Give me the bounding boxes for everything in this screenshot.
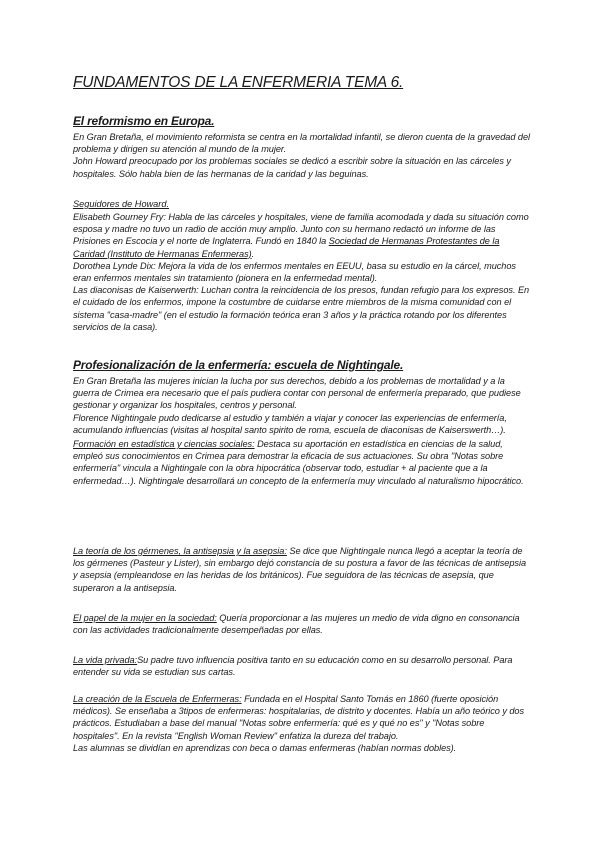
paragraph-text: Elisabeth Gourney Fry: Habla de las cárceles y hospitales, viene de familia acomodada y dada su situación como esposa y madre no tuvo un radio de acción muy amplio. Junto con su hermano redactó un informe de las Prisiones en Escocia y el norte de Inglaterra. Fundó en 1840 la <box>73 212 529 247</box>
block-label: La vida privada: <box>73 655 138 665</box>
block-label: Formación en estadística y ciencias sociales: <box>73 439 255 449</box>
section-heading-profesionalizacion: Profesionalización de la enfermería: escuela de Nightingale. <box>73 358 404 372</box>
paragraph <box>73 545 533 594</box>
section-body-reformismo <box>73 131 533 180</box>
paragraph: Las diaconisas de Kaiserwerth: Luchan contra la reincidencia de los presos, fundan refugio para los expresos. En el cuidado de los enfermos, impone la costumbre de cuidarse entre miembros de la misma comunidad con el sistema "casa-madre" (en el estudio la formación teórica eran 3 años y la práctica rotando por los diferentes servicios de la casa). <box>73 285 530 332</box>
section-heading-reformismo: El reformismo en Europa. <box>73 114 215 128</box>
paragraph: Las alumnas se dividían en aprendizas con beca o damas enfermeras (habían normas dobles). <box>73 742 457 753</box>
paragraph <box>73 693 533 742</box>
paragraph <box>73 438 533 487</box>
block-text: Se dice que Nightingale nunca llegó a aceptar la teoría de los gérmenes (Pasteur y Lister), sin embargo dejó constancia de su postura a favor de las técnicas de antisepsia y asepsia (empleandose en las heridas de los británicos). Fue seguidora de las técnicas de asepsia, que superaron a la antisepsia. <box>73 546 527 593</box>
paragraph-text: . <box>251 248 255 259</box>
block-label: La creación de la Escuela de Enfermeras: <box>73 694 242 704</box>
block-formacion <box>73 438 533 487</box>
block-text: Su padre tuvo influencia positiva tanto en su educación como en su desarrollo personal. Para entender su vida se estudian sus cartas. <box>73 655 513 678</box>
paragraph: En Gran Bretaña las mujeres inician la lucha por sus derechos, debido a los problemas de mortalidad y a la guerra de Crimea era necesario que el país pudiera contar con personal de enfermería preparado, que pudiese gestionar y organizar los hospitales, centros y personal. <box>73 376 521 411</box>
paragraph: Florence Nightingale pudo dedicarse al estudio y también a viajar y conocer las experiencias de enfermería, acumulando influencias (visitas al hospital santo spirito de roma, escuela de diaconisas de Kaiserswerth…). <box>73 412 507 435</box>
block-mujer <box>73 612 533 636</box>
subheading-seguidores: Seguidores de Howard. <box>73 199 170 209</box>
block-vida-privada <box>73 654 533 678</box>
paragraph: Dorothea Lynde Dix: Mejora la vida de los enfermos mentales en EEUU, basa su estudio en la cárcel, muchos eran enfermos mentales sin tratamiento (pionera en la enfermedad mental). <box>73 260 516 284</box>
paragraph <box>73 211 533 260</box>
document-title: FUNDAMENTOS DE LA ENFERMERIA TEMA 6. <box>73 74 404 91</box>
block-escuela <box>73 693 533 754</box>
paragraph: John Howard preocupado por los problemas sociales se dedicó a escribir sobre la situación en las cárceles y hospitales. Sólo habla bien de las hermanas de la caridad y las beguinas. <box>73 156 511 179</box>
section-body-seguidores <box>73 211 533 333</box>
block-text: Fundada en el Hospital Santo Tomás en 1860 (fuerte oposición médicos). Se enseñaba a 3tipos de enfermeras: hospitalarias, de distrito y docentes. Había un año teórico y dos prácticos. Estudiaban a base del manual "Notas sobre enfermería: qué es y qué no es" y "Notas sobre hospitales". En la revista "English Woman Review" enfatiza la dureza del trabajo. <box>73 694 525 741</box>
paragraph: En Gran Bretaña, el movimiento reformista se centra en la mortalidad infantil, se dieron cuenta de la gravedad del problema y dirigen su atención al mundo de la mujer. <box>73 132 530 155</box>
section-body-profesionalizacion <box>73 375 533 436</box>
block-text: Quería proporcionar a las mujeres un medio de vida digno en consonancia con las actividades tradicionalmente desempeñadas por ellas. <box>73 613 520 636</box>
underlined-text: Sociedad de Hermanas Protestantes de la Caridad (Instituto de Hermanas Enfermeras) <box>73 236 500 259</box>
block-label: La teoría de los gérmenes, la antisepsia y la asepsia: <box>73 546 287 556</box>
paragraph <box>73 612 533 636</box>
block-label: El papel de la mujer en la sociedad: <box>73 613 217 623</box>
paragraph <box>73 654 533 678</box>
block-text: Destaca su aportación en estadística en ciencias de la salud, empleó sus conocimientos en Crimea para demostrar la eficacia de sus actuaciones. Su obra "Notas sobre enfermería" vincula a Nightingale con la obra hipocrática (observar todo, estudiar + al paciente que a la enfermedad…). Nightingale desarrollará un concepto de la enfermería muy vinculado al naturalismo hipocrático. <box>73 439 524 486</box>
block-germenes <box>73 545 533 594</box>
